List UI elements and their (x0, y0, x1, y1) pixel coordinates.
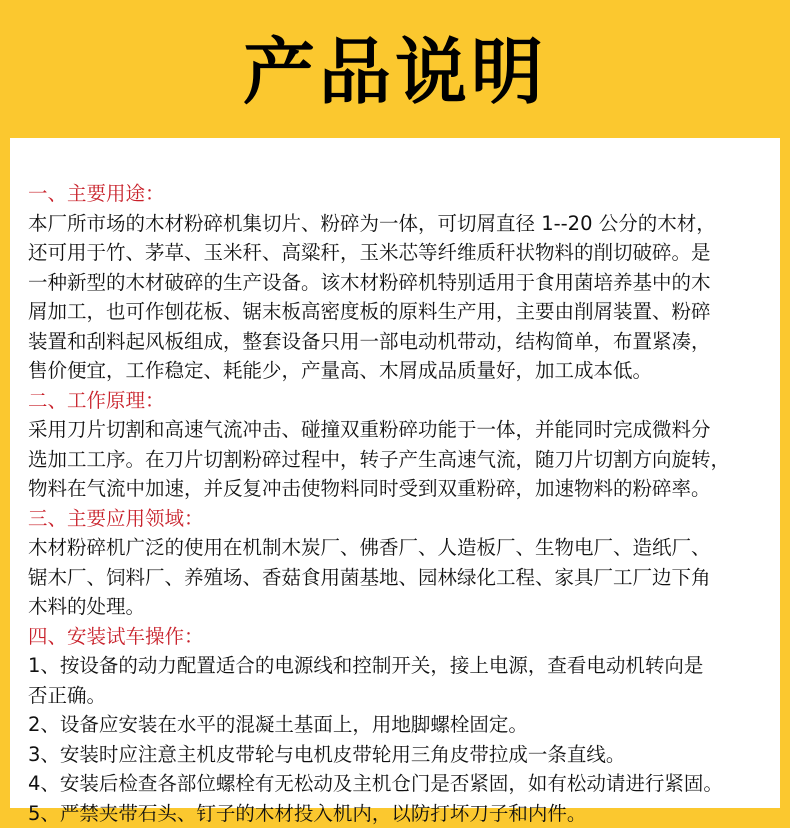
section-heading: 三、主要应用领域： (28, 504, 768, 534)
text-line: 售价便宜，工作稳定、耗能少，产量高、木屑成品质量好，加工成本低。 (28, 356, 768, 386)
section-application-fields (28, 504, 768, 622)
text-line: 物料在气流中加速，并反复冲击使物料同时受到双重粉碎，加速物料的粉碎率。 (28, 474, 768, 504)
section-heading: 四、安装试车操作： (28, 622, 768, 652)
text-line: 木材粉碎机广泛的使用在机制木炭厂、佛香厂、人造板厂、生物电厂、造纸厂、 (28, 533, 768, 563)
text-line: 2、设备应安装在水平的混凝土基面上，用地脚螺栓固定。 (28, 710, 768, 740)
section-heading: 一、主要用途： (28, 179, 768, 209)
text-line: 锯木厂、饲料厂、养殖场、香菇食用菌基地、园林绿化工程、家具厂工厂边下角 (28, 563, 768, 593)
text-line: 5、严禁夹带石头、钉子的木材投入机内，以防打坏刀子和内件。 (28, 799, 768, 828)
text-line: 1、按设备的动力配置适合的电源线和控制开关，接上电源，查看电动机转向是 (28, 651, 768, 681)
content-panel (10, 138, 780, 808)
page-title: 产品说明 (0, 22, 790, 122)
text-line: 选加工工序。在刀片切割粉碎过程中，转子产生高速气流，随刀片切割方向旋转， (28, 445, 768, 475)
text-line: 3、安装时应注意主机皮带轮与电机皮带轮用三角皮带拉成一条直线。 (28, 740, 768, 770)
text-line: 木料的处理。 (28, 592, 768, 622)
text-line: 屑加工，也可作刨花板、锯末板高密度板的原料生产用，主要由削屑装置、粉碎 (28, 297, 768, 327)
text-line: 否正确。 (28, 681, 768, 711)
text-line: 还可用于竹、茅草、玉米秆、高粱秆，玉米芯等纤维质秆状物料的削切破碎。是 (28, 238, 768, 268)
text-line: 采用刀片切割和高速气流冲击、碰撞双重粉碎功能于一体，并能同时完成微料分 (28, 415, 768, 445)
text-line: 装置和刮料起风板组成，整套设备只用一部电动机带动，结构简单，布置紧凑， (28, 327, 768, 357)
description-text (28, 179, 768, 828)
section-installation (28, 622, 768, 828)
section-heading: 二、工作原理： (28, 386, 768, 416)
text-line: 4、安装后检查各部位螺栓有无松动及主机仓门是否紧固，如有松动请进行紧固。 (28, 769, 768, 799)
text-line: 本厂所市场的木材粉碎机集切片、粉碎为一体，可切屑直径 1--20 公分的木材， (28, 209, 768, 239)
section-working-principle (28, 386, 768, 504)
text-line: 一种新型的木材破碎的生产设备。该木材粉碎机特别适用于食用菌培养基中的木 (28, 268, 768, 298)
section-main-uses (28, 179, 768, 386)
